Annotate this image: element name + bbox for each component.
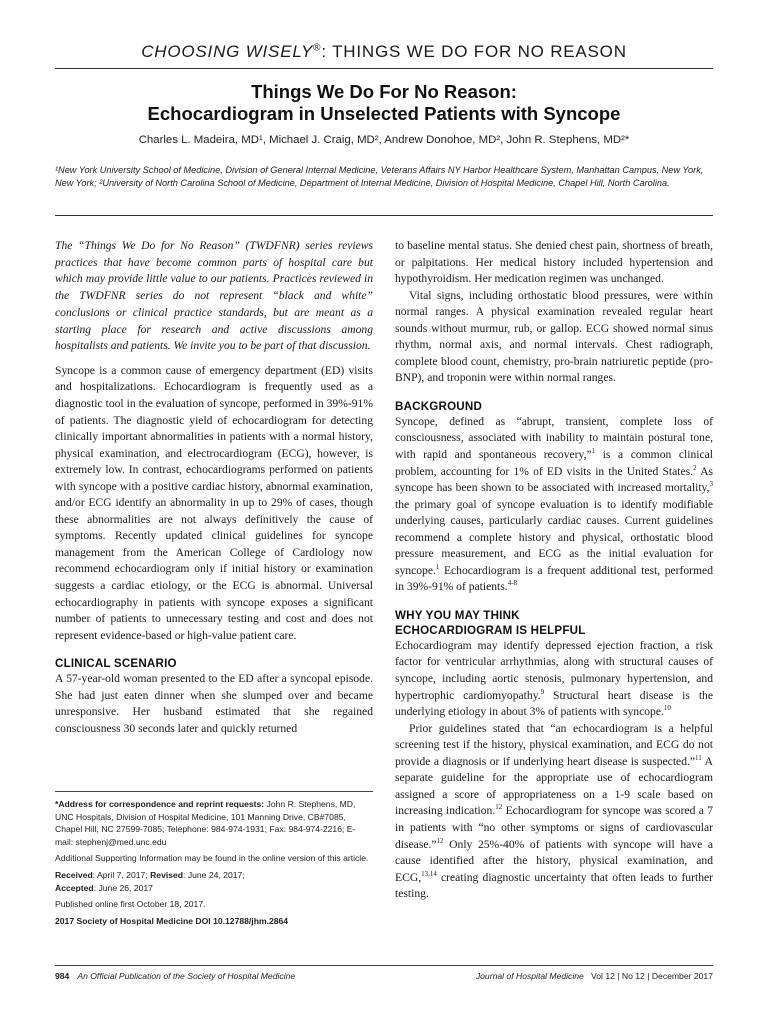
bg-text-b: is a common clinical problem, accounting for 1% of ED visits in the United States. — [395, 448, 713, 478]
accepted-date-line — [55, 882, 373, 895]
why-heading-line-2: ECHOCARDIOGRAM IS HELPFUL — [395, 623, 586, 637]
citation-ref: 12 — [495, 803, 503, 812]
footnotes — [55, 798, 373, 927]
bg-text-c: As syncope has been shown to be associated with increased mortality, — [395, 464, 713, 495]
citation-ref: 12 — [436, 836, 444, 845]
title-line-2: Echocardiogram in Unselected Patients with Syncope — [147, 103, 621, 124]
w2-text-b: A separate guideline for the appropriate use of echocardiogram assigned a score of appropriateness on a 1-9 scale based on increasing indication. — [395, 754, 713, 818]
supporting-info-note: Additional Supporting Information may be found in the online version of this article. — [55, 853, 369, 864]
registered-mark: ® — [313, 42, 322, 54]
bg-text-d: the primary goal of syncope evaluation is to identify modifiable underlying causes, particularly cardiac causes. Current guidelines recommend a complete history and physical, orthostatic blood pressure measurement, and ECG as the initial evaluation for syncope. — [395, 497, 713, 577]
issue-info: Vol 12 | No 12 | December 2017 — [591, 971, 713, 981]
why-paragraph-1 — [395, 638, 713, 721]
citation-ref: 1 — [591, 447, 596, 456]
why-heading-line-1: WHY YOU MAY THINK — [395, 608, 520, 622]
w2-text-e: creating diagnostic uncertainty that often leads to further testing. — [395, 870, 713, 901]
title-line-1: Things We Do For No Reason: — [251, 81, 517, 102]
article-title — [55, 81, 713, 125]
published-online-note: Published online first October 18, 2017. — [55, 899, 206, 910]
footnote-rule — [55, 791, 373, 792]
citation-ref: 10 — [663, 704, 671, 713]
journal-reference — [476, 971, 713, 981]
revised-date: : June 24, 2017; — [183, 869, 245, 880]
clinical-scenario-text: A 57-year-old woman presented to the ED after a syncopal episode. She had just eaten dinner when she slumped over and became unresponsive. Her husband estimated that she regained consciousness 30 seconds later and quickly returned — [55, 672, 373, 735]
why-heading — [395, 608, 713, 638]
correspondence-note — [55, 798, 373, 848]
scenario-continued: to baseline mental status. She denied chest pain, shortness of breath, or palpitations. Her medical history included hypertension and hypothyroidism. Her medication regimen was unchanged. — [395, 239, 713, 286]
received-revised-dates — [55, 869, 373, 882]
doi-text: 2017 Society of Hospital Medicine DOI 10.12788/jhm.2864 — [55, 915, 289, 926]
revised-label: Revised — [150, 869, 184, 880]
accepted-label: Accepted — [55, 882, 94, 893]
citation-ref: 4-8 — [507, 579, 518, 588]
clinical-scenario-heading: CLINICAL SCENARIO — [55, 657, 177, 671]
citation-ref: 11 — [695, 753, 702, 762]
correspondence-text: John R. Stephens, MD, UNC Hospitals, Division of Hospital Medicine, 101 Manning Drive, CB#7085, Chapel Hill, NC 27599-7085; Telephone: 984-974-1931; Fax: 984-974-2216; E-mail: stephenj@med.unc.edu — [55, 799, 356, 847]
citation-ref: 3 — [709, 480, 713, 489]
abstract-paragraph: Syncope is a common cause of emergency department (ED) visits and hospitalizations. Echocardiogram is frequently used as a diagnostic tool in the evaluation of syncope, performed in 39%-91% of patients. The diagnostic yield of echocardiogram for detecting clinically important abnormalities in patients with a normal history, physical examination, and electrocardiogram (ECG), however, is extremely low. In contrast, echocardiograms performed on patients with syncope with a positive cardiac history, abnormal examination, and/or ECG identify an abnormality in up to 29% of cases, though these abnormalities are not always definitively the cause of symptoms. Recently updated clinical guidelines for syncope management from the American College of Cardiology now recommend echocardiogram only if initial history or examination suggests a cardiac etiology, or the ECG is abnormal. Universal echocardiography in patients with syncope exposes a significant number of patients to unnecessary testing and cost and does not represent evidence-based or high-value patient care. — [55, 363, 373, 642]
page-footer — [55, 971, 713, 981]
citation-ref: 1 — [435, 562, 440, 571]
title-rule — [55, 215, 713, 216]
header-rule — [55, 68, 713, 69]
w1-text-b: Structural heart disease is the underlying etiology in about 3% of patients with syncope. — [395, 688, 713, 719]
series-header — [0, 42, 768, 62]
received-label: Received — [55, 869, 93, 880]
series-choosing-wisely: CHOOSING WISELY — [141, 42, 314, 61]
publisher-line: An Official Publication of the Society of Hospital Medicine — [77, 971, 296, 981]
journal-name: Journal of Hospital Medicine — [475, 971, 584, 981]
background-heading: BACKGROUND — [395, 399, 483, 413]
scenario-exam: Vital signs, including orthostatic blood pressures, were within normal ranges. A physical examination revealed regular heart sounds without murmur, rub, or gallop. ECG showed normal sinus rhythm, normal axis, and normal intervals. Chest radiograph, complete blood count, chemistry, pro-brain natriuretic peptide (pro-BNP), and troponin were within normal ranges. — [395, 288, 713, 385]
correspondence-label: *Address for correspondence and reprint requests: — [55, 799, 265, 809]
affiliations: ¹New York University School of Medicine, Division of General Internal Medicine, Veterans Affairs NY Harbor Healthcare System, Manhattan Campus, New York, New York; ²University of North Carolina School of Medicine, Department of Internal Medicine, Division of Hospital Medicine, Chapel Hill, North Carolina. — [55, 165, 704, 189]
bg-text-e: Echocardiogram is a frequent additional test, performed in 39%-91% of patients. — [395, 563, 713, 594]
w2-text-d: Only 25%-40% of patients with syncope will have a cause identified after the history, physical examination, and ECG, — [395, 837, 713, 884]
left-column — [55, 238, 373, 737]
citation-ref: 9 — [540, 687, 545, 696]
page-number: 984 — [55, 971, 70, 981]
w2-text-c: Echocardiogram for syncope was scored a 7 in patients with “no other symptoms or signs of cardiovascular disease.” — [395, 804, 713, 851]
series-intro: The “Things We Do for No Reason” (TWDFNR) series reviews practices that have become common parts of hospital care but which may provide little value to our patients. Practices reviewed in the TWDFNR series do not represent “black and white” conclusions or clinical practice standards, but are meant as a starting place for research and active discussions among hospitalists and patients. We invite you to be part of that discussion. — [55, 239, 373, 353]
bg-text-a: Syncope, defined as “abrupt, transient, complete loss of consciousness, associated with inability to maintain postural tone, with rapid and spontaneous recovery,” — [395, 414, 713, 462]
w1-text-a: Echocardiogram may identify depressed ejection fraction, a risk factor for ventricular arrhythmias, along with structural causes of syncope, including aortic stenosis, pulmonary hypertension, and hypertrophic cardiomyopathy. — [395, 638, 713, 702]
citation-ref: 13,14 — [421, 869, 437, 878]
why-paragraph-2 — [395, 721, 713, 903]
citation-ref: 2 — [693, 463, 697, 472]
accepted-date: : June 26, 2017 — [93, 882, 153, 893]
background-text — [395, 414, 713, 596]
received-date: : April 7, 2017; — [92, 869, 151, 880]
right-column — [395, 238, 713, 903]
footer-rule — [55, 965, 713, 966]
author-list: Charles L. Madeira, MD¹, Michael J. Craig, MD², Andrew Donohoe, MD², John R. Stephens, MD²* — [138, 134, 630, 146]
doi-line — [55, 915, 373, 928]
w2-text-a: Prior guidelines stated that “an echocardiogram is a helpful screening test if the history, physical examination, and ECG do not provide a diagnosis or if underlying heart disease is suspected.” — [395, 721, 713, 768]
series-name: : THINGS WE DO FOR NO REASON — [321, 42, 627, 61]
